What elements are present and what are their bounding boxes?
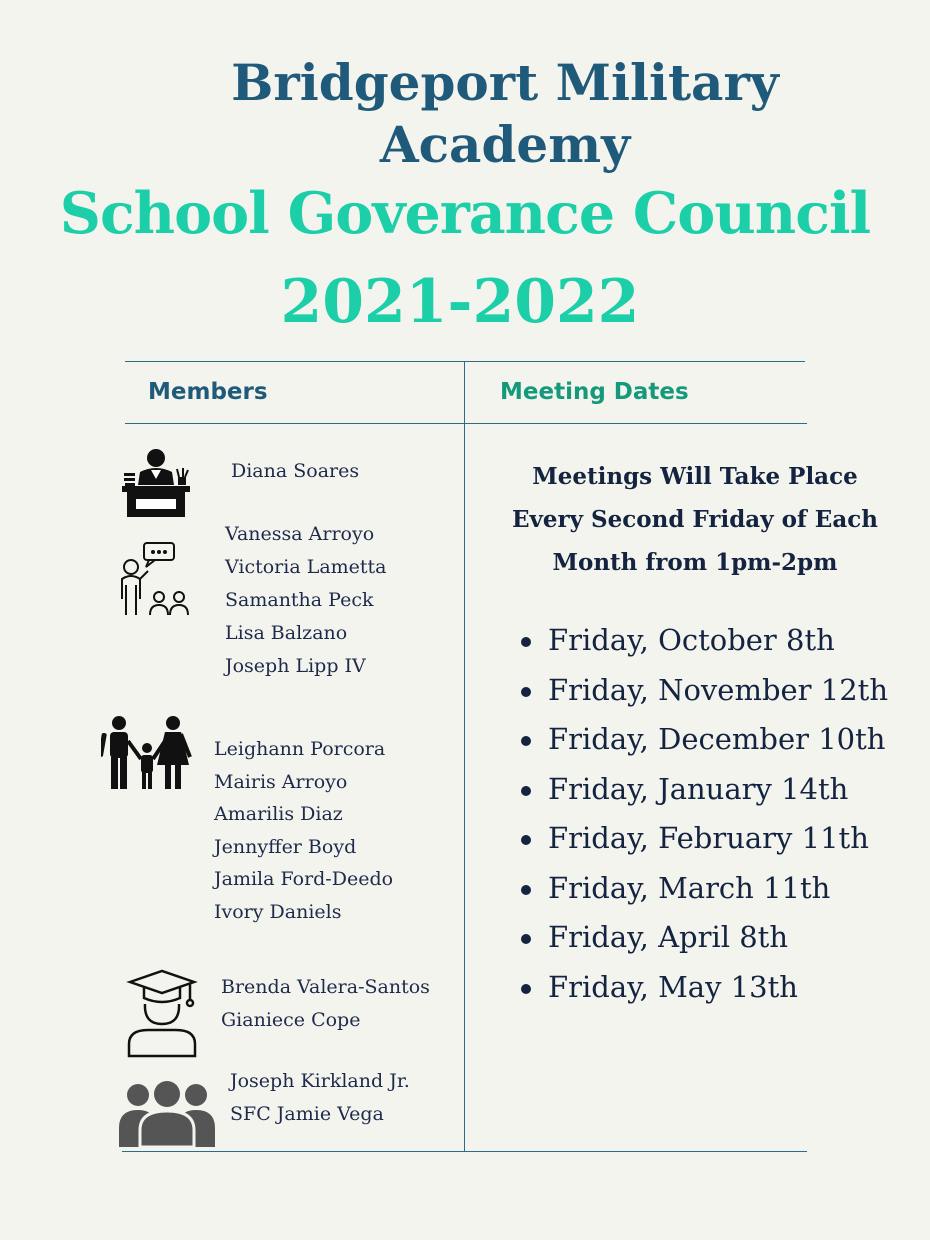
date-item: Friday, April 8th bbox=[518, 913, 888, 963]
community-group-icon bbox=[118, 1078, 216, 1148]
member-name: Gianiece Cope bbox=[221, 1009, 361, 1031]
teacher-speaking-icon bbox=[116, 541, 196, 619]
member-name: Leighann Porcora bbox=[214, 738, 386, 760]
schedule-line: Meetings Will Take Place bbox=[532, 463, 858, 490]
principal-desk-icon bbox=[120, 447, 192, 519]
teacher-names bbox=[225, 518, 387, 683]
date-item: Friday, March 11th bbox=[518, 864, 888, 914]
student-names bbox=[221, 971, 430, 1037]
title-line-1: Bridgeport Military bbox=[231, 53, 779, 112]
meeting-dates-list bbox=[518, 616, 888, 1012]
member-name: Amarilis Diaz bbox=[214, 803, 343, 825]
school-year: 2021-2022 bbox=[280, 267, 640, 337]
graduate-icon bbox=[126, 968, 198, 1058]
member-name: Lisa Balzano bbox=[225, 622, 348, 644]
page-title bbox=[0, 52, 930, 176]
family-icon bbox=[101, 715, 193, 791]
column-divider bbox=[464, 362, 465, 1152]
principal-names bbox=[231, 455, 359, 488]
title-line-2: Academy bbox=[379, 115, 631, 174]
member-name: Diana Soares bbox=[231, 460, 360, 482]
parent-names bbox=[214, 733, 393, 928]
member-name: SFC Jamie Vega bbox=[230, 1103, 384, 1125]
date-item: Friday, May 13th bbox=[518, 963, 888, 1013]
date-item: Friday, December 10th bbox=[518, 715, 888, 765]
community-names bbox=[230, 1065, 410, 1131]
table-top-divider bbox=[125, 361, 805, 362]
member-name: Victoria Lametta bbox=[225, 556, 387, 578]
member-name: Ivory Daniels bbox=[214, 900, 342, 923]
member-name: Samantha Peck bbox=[225, 589, 374, 611]
header-divider bbox=[125, 423, 807, 424]
date-item: Friday, January 14th bbox=[518, 765, 888, 815]
member-name: Mairis Arroyo bbox=[214, 770, 348, 793]
date-item: Friday, November 12th bbox=[518, 666, 888, 716]
member-name: Joseph Lipp IV bbox=[225, 655, 366, 677]
date-item: Friday, October 8th bbox=[518, 616, 888, 666]
member-name: Jennyffer Boyd bbox=[214, 835, 357, 858]
schedule-line: Every Second Friday of Each bbox=[512, 506, 878, 533]
member-name: Brenda Valera-Santos bbox=[221, 976, 430, 998]
member-name: Vanessa Arroyo bbox=[225, 523, 375, 545]
meeting-dates-heading: Meeting Dates bbox=[500, 379, 689, 405]
member-name: Joseph Kirkland Jr. bbox=[230, 1070, 410, 1092]
schedule-line: Month from 1pm-2pm bbox=[552, 549, 838, 576]
council-title: School Goverance Council bbox=[59, 180, 871, 247]
member-name: Jamila Ford-Deedo bbox=[214, 868, 394, 890]
meeting-schedule-note bbox=[490, 455, 900, 584]
date-item: Friday, February 11th bbox=[518, 814, 888, 864]
members-heading: Members bbox=[148, 379, 268, 405]
